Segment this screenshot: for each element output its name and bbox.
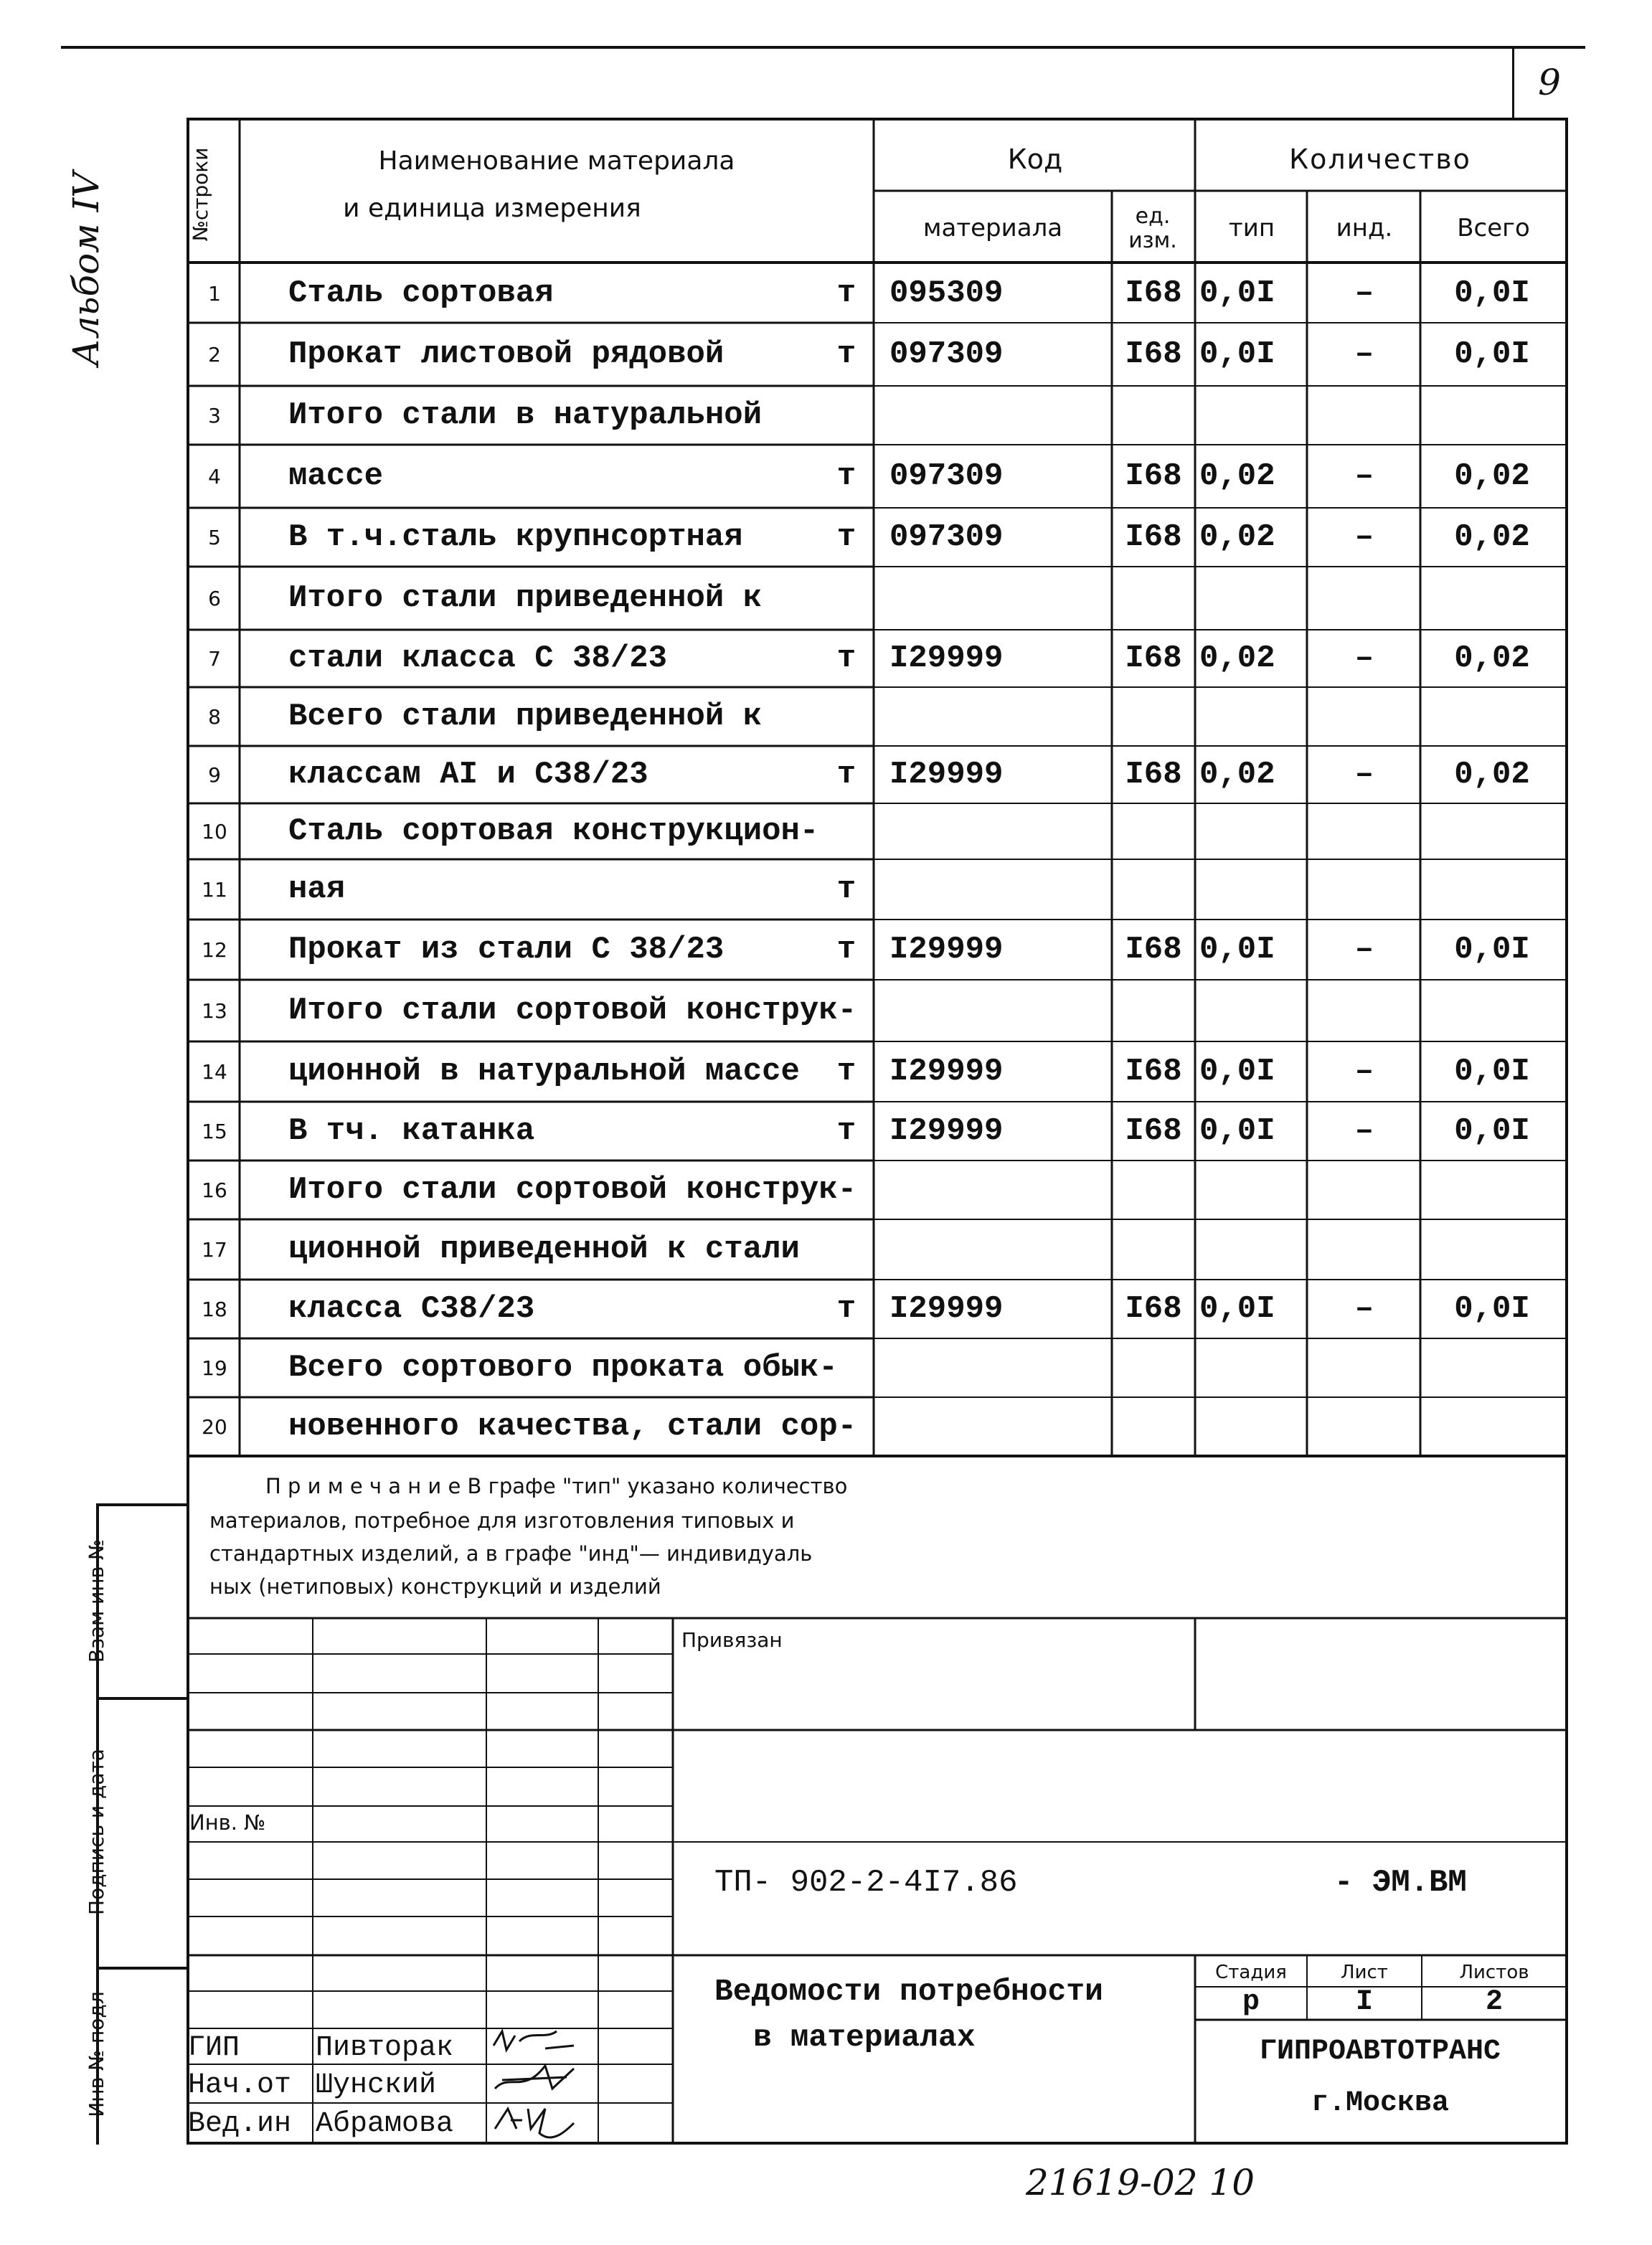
row-name: стали класса С 38/23 [288, 641, 668, 676]
row-qty-type: 0,0I [1199, 932, 1275, 968]
row-code-unit: I68 [1125, 757, 1182, 793]
row-number: 9 [208, 762, 221, 787]
row-code: I29999 [889, 641, 1004, 676]
row-name: классам АI и С38/23 [288, 757, 648, 793]
sheet-label: Лист [1341, 1962, 1388, 1983]
row-qty-ind: – [1354, 336, 1374, 372]
row-number: 11 [202, 877, 227, 902]
row-qty-ind [1308, 859, 1420, 920]
row-unit: т [836, 1054, 856, 1090]
row-code: I29999 [889, 1291, 1004, 1327]
row-qty-type [1199, 803, 1307, 859]
header-code: Код [1007, 143, 1063, 175]
row-code: I29999 [889, 932, 1004, 968]
row-code: 097309 [889, 336, 1004, 372]
row-code-unit: I68 [1125, 519, 1182, 555]
row-qty-total [1422, 1397, 1562, 1456]
row-unit: т [836, 336, 856, 372]
row-code-unit: I68 [1125, 1113, 1182, 1149]
row-name: класса С38/23 [288, 1291, 535, 1327]
row-code: 097309 [889, 458, 1004, 494]
row-qty-ind: – [1354, 932, 1374, 968]
row-qty-total [1422, 1219, 1562, 1280]
row-code-unit: I68 [1125, 275, 1182, 311]
row-number: 13 [202, 998, 227, 1023]
row-unit [825, 980, 868, 1041]
row-code-unit [1112, 1397, 1195, 1456]
row-qty-type: 0,0I [1199, 1291, 1275, 1327]
header-qty-total: Всего [1457, 214, 1530, 242]
row-qty-type [1199, 980, 1307, 1041]
row-unit: т [836, 932, 856, 968]
row-qty-type: 0,02 [1199, 458, 1275, 494]
row-number: 18 [202, 1297, 227, 1321]
row-code-unit [1112, 859, 1195, 920]
row-unit [825, 1219, 868, 1280]
row-code [889, 859, 1105, 920]
row-name: Всего сортового проката обык- [288, 1350, 838, 1386]
row-code-unit [1112, 1338, 1195, 1397]
row-name: Итого стали сортовой конструк- [288, 1172, 857, 1208]
privyazan-label: Привязан [681, 1627, 783, 1652]
row-number: 19 [202, 1356, 227, 1380]
row-qty-total: 0,0I [1454, 1291, 1530, 1327]
header-qty-ind: инд. [1336, 214, 1393, 242]
row-code-unit [1112, 980, 1195, 1041]
row-name: Итого стали в натуральной [288, 397, 763, 433]
row-code-unit: I68 [1125, 336, 1182, 372]
note-line1: П р и м е ч а н и е В графе "тип" указано количество [265, 1474, 848, 1498]
row-number: 8 [208, 704, 221, 729]
row-unit [825, 803, 868, 859]
row-qty-total [1422, 859, 1562, 920]
row-qty-ind: – [1354, 1113, 1374, 1149]
row-code [889, 1397, 1105, 1456]
sheets-label: Листов [1459, 1962, 1529, 1983]
row-qty-ind [1308, 1338, 1420, 1397]
signer-role: ГИП [188, 2031, 240, 2064]
row-number: 3 [208, 403, 221, 427]
doc-title-line1: Ведомости потребности [714, 1973, 1103, 2009]
signer-name: Шунский [316, 2069, 437, 2102]
side-label-inv-podl: Инв № подл [85, 1991, 108, 2117]
row-code-unit: I68 [1125, 932, 1182, 968]
row-qty-total [1422, 687, 1562, 746]
row-qty-total: 0,0I [1454, 1113, 1530, 1149]
row-unit: т [836, 458, 856, 494]
row-code-unit: I68 [1125, 641, 1182, 676]
row-code [889, 687, 1105, 746]
row-unit: т [836, 871, 856, 907]
signer-name: Пивторак [316, 2031, 454, 2064]
header-name-line1: Наименование материала [378, 146, 735, 176]
row-name: массе [288, 458, 384, 494]
row-unit: т [836, 1291, 856, 1327]
row-code-unit [1112, 1161, 1195, 1219]
row-code [889, 803, 1105, 859]
stage-value: р [1242, 1985, 1260, 2018]
row-number: 5 [208, 525, 221, 549]
row-qty-ind [1308, 687, 1420, 746]
row-number: 16 [202, 1178, 227, 1202]
row-code: 097309 [889, 519, 1004, 555]
inv-no-label: Инв. № [189, 1810, 266, 1835]
sheet-value: I [1355, 1985, 1373, 2018]
header-code-material: материала [922, 214, 1063, 242]
header-name-line2: и единица измерения [343, 193, 641, 223]
row-qty-total: 0,0I [1454, 275, 1530, 311]
row-qty-total: 0,02 [1454, 757, 1530, 793]
row-code-unit [1112, 803, 1195, 859]
row-name: новенного качества, стали сор- [288, 1409, 857, 1445]
row-qty-type [1199, 859, 1307, 920]
row-name: Итого стали сортовой конструк- [288, 993, 857, 1029]
note-line2: материалов, потребное для изготовления типовых и [209, 1508, 795, 1533]
stage-label: Стадия [1215, 1962, 1287, 1983]
header-row-no: №строки [189, 147, 212, 242]
row-unit [825, 1338, 868, 1397]
row-qty-total [1422, 803, 1562, 859]
row-qty-ind [1308, 803, 1420, 859]
row-code: I29999 [889, 757, 1004, 793]
row-unit [825, 687, 868, 746]
doc-code: ТП- 902-2-4I7.86 [714, 1865, 1018, 1901]
row-qty-ind: – [1354, 458, 1374, 494]
row-qty-type [1199, 687, 1307, 746]
row-qty-total: 0,02 [1454, 641, 1530, 676]
row-code [889, 386, 1105, 445]
row-code [889, 1219, 1105, 1280]
row-code [889, 980, 1105, 1041]
row-qty-type [1199, 386, 1307, 445]
row-qty-type: 0,02 [1199, 757, 1275, 793]
row-code-unit: I68 [1125, 458, 1182, 494]
row-qty-total: 0,0I [1454, 1054, 1530, 1090]
row-code [889, 567, 1105, 630]
row-qty-total: 0,02 [1454, 458, 1530, 494]
row-qty-ind: – [1354, 275, 1374, 311]
row-number: 1 [208, 281, 221, 306]
row-qty-ind: – [1354, 757, 1374, 793]
row-number: 12 [202, 937, 227, 962]
row-number: 2 [208, 342, 221, 367]
row-qty-ind: – [1354, 1291, 1374, 1327]
row-unit: т [836, 1113, 856, 1149]
row-qty-ind: – [1354, 641, 1374, 676]
row-qty-type [1199, 1219, 1307, 1280]
row-qty-total [1422, 1338, 1562, 1397]
row-qty-type [1199, 567, 1307, 630]
row-code [889, 1338, 1105, 1397]
signer-role: Нач.от [188, 2069, 292, 2102]
row-qty-total: 0,0I [1454, 336, 1530, 372]
header-code-unit: ед. изм. [1128, 204, 1177, 253]
org-city: г.Москва [1311, 2086, 1450, 2119]
sheets-value: 2 [1485, 1985, 1503, 2018]
row-code: I29999 [889, 1113, 1004, 1149]
row-qty-type: 0,02 [1199, 519, 1275, 555]
row-number: 15 [202, 1119, 227, 1143]
row-name: Сталь сортовая конструкцион- [288, 813, 819, 849]
row-name: В т.ч.сталь крупнсортная [288, 519, 743, 555]
row-unit: т [836, 757, 856, 793]
row-name: В тч. катанка [288, 1113, 535, 1149]
row-name: ционной приведенной к стали [288, 1232, 800, 1267]
row-code-unit [1112, 567, 1195, 630]
note-line3: стандартных изделий, а в графе "инд"— индивидуаль [209, 1541, 813, 1566]
row-code-unit [1112, 386, 1195, 445]
signer-role: Вед.ин [188, 2107, 292, 2140]
row-name: Прокат из стали С 38/23 [288, 932, 724, 968]
row-qty-type [1199, 1161, 1307, 1219]
row-qty-type [1199, 1397, 1307, 1456]
row-qty-ind [1308, 386, 1420, 445]
album-label: Альбом IV [65, 171, 107, 367]
row-name: ная [288, 871, 346, 907]
row-qty-ind: – [1354, 519, 1374, 555]
row-unit: т [836, 519, 856, 555]
page-number: 9 [1538, 62, 1561, 103]
row-code [889, 1161, 1105, 1219]
row-qty-ind: – [1354, 1054, 1374, 1090]
row-qty-total: 0,02 [1454, 519, 1530, 555]
org-name: ГИПРОАВТОТРАНС [1259, 2035, 1501, 2068]
row-qty-total [1422, 1161, 1562, 1219]
row-qty-ind [1308, 980, 1420, 1041]
row-qty-type: 0,02 [1199, 641, 1275, 676]
header-quantity: Количество [1289, 143, 1471, 175]
row-qty-type [1199, 1338, 1307, 1397]
row-number: 17 [202, 1237, 227, 1262]
footer-number: 21619-02 10 [1026, 2162, 1255, 2203]
row-qty-type: 0,0I [1199, 1054, 1275, 1090]
row-qty-ind [1308, 567, 1420, 630]
row-name: Итого стали приведенной к [288, 580, 763, 616]
row-qty-total [1422, 980, 1562, 1041]
row-number: 14 [202, 1059, 227, 1084]
row-qty-total [1422, 386, 1562, 445]
row-code: 095309 [889, 275, 1004, 311]
row-unit [825, 1161, 868, 1219]
row-name: Прокат листовой рядовой [288, 336, 724, 372]
doc-suffix: - ЭМ.ВМ [1334, 1865, 1467, 1901]
row-code: I29999 [889, 1054, 1004, 1090]
row-number: 6 [208, 586, 221, 610]
row-unit: т [836, 275, 856, 311]
row-code-unit [1112, 1219, 1195, 1280]
row-number: 4 [208, 464, 221, 488]
row-unit: т [836, 641, 856, 676]
row-number: 7 [208, 646, 221, 671]
row-qty-total: 0,0I [1454, 932, 1530, 968]
row-qty-ind [1308, 1219, 1420, 1280]
row-qty-ind [1308, 1161, 1420, 1219]
row-qty-type: 0,0I [1199, 275, 1275, 311]
row-name: Сталь сортовая [288, 275, 554, 311]
header-qty-type: тип [1228, 214, 1275, 242]
signer-name: Абрамова [316, 2107, 454, 2140]
row-name: Всего стали приведенной к [288, 699, 763, 734]
row-unit [825, 567, 868, 630]
row-number: 10 [202, 819, 227, 843]
note-line4: ных (нетиповых) конструкций и изделий [209, 1574, 661, 1599]
row-unit [825, 1397, 868, 1456]
row-qty-type: 0,0I [1199, 1113, 1275, 1149]
row-qty-ind [1308, 1397, 1420, 1456]
row-unit [825, 386, 868, 445]
row-qty-total [1422, 567, 1562, 630]
row-code-unit: I68 [1125, 1054, 1182, 1090]
row-name: ционной в натуральной массе [288, 1054, 800, 1090]
side-label-vzam: Взам инв № [85, 1539, 108, 1663]
row-qty-type: 0,0I [1199, 336, 1275, 372]
row-code-unit: I68 [1125, 1291, 1182, 1327]
doc-title-line2: в материалах [753, 2019, 976, 2055]
row-code-unit [1112, 687, 1195, 746]
row-number: 20 [202, 1414, 227, 1439]
side-label-podpis: Подпись и дата [85, 1749, 108, 1915]
